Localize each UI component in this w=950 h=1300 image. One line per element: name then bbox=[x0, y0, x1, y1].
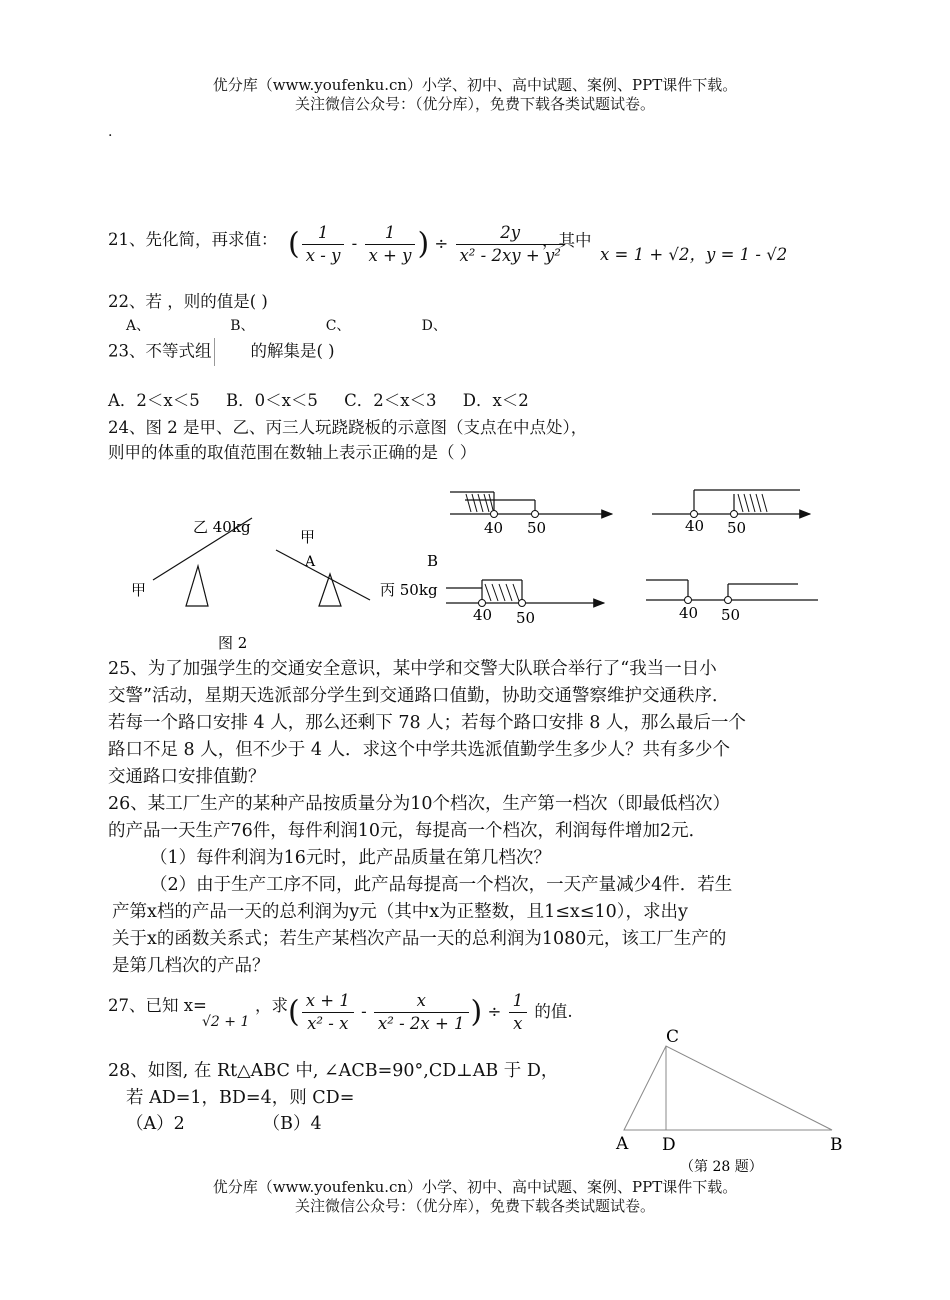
question-26-line-3: （1）每件利润为16元时，此产品质量在第几档次？ bbox=[150, 848, 551, 868]
question-28-options: （A）2 （B）4 bbox=[126, 1114, 322, 1134]
question-21 bbox=[108, 228, 278, 252]
vertex-b: B bbox=[830, 1135, 843, 1155]
question-25-line-5: 交通路口安排值勤？ bbox=[108, 767, 266, 787]
label-bing: 丙 50kg bbox=[380, 581, 438, 599]
question-26-line-1: 26、某工厂生产的某种产品按质量分为10个档次，生产第一档次（即最低档次） bbox=[108, 794, 731, 814]
question-25-line-4: 路口不足 8 人，但不少于 4 人．求这个中学共选派值勤学生多少人？共有多少个 bbox=[108, 740, 731, 760]
question-24-line-2: 则甲的体重的取值范围在数轴上表示正确的是（ ） bbox=[108, 443, 477, 462]
q21-expression bbox=[288, 222, 567, 267]
seesaw-1-fulcrum bbox=[186, 566, 208, 606]
q27-close-paren: ) bbox=[470, 994, 483, 1030]
seesaw-2-board bbox=[276, 550, 370, 600]
footer-line-1: 优分库（www.youfenku.cn）小学、初中、高中试题、案例、PPT课件下载。 bbox=[212, 1178, 738, 1196]
vertex-c: C bbox=[666, 1027, 680, 1047]
q21-fraction-1 bbox=[302, 222, 345, 267]
stray-dot: . bbox=[108, 124, 113, 140]
header-line-1: 优分库（www.youfenku.cn）小学、初中、高中试题、案例、PPT课件下载。 bbox=[212, 76, 738, 94]
number-line-d bbox=[646, 580, 818, 624]
question-28-line-1: 28、如图, 在 Rt△ABC 中, ∠ACB=90°,CD⊥AB 于 D， bbox=[108, 1061, 559, 1081]
question-25-line-3: 若每一个路口安排 4 人，那么还剩下 78 人；若每个路口安排 8 人，那么最后一个 bbox=[108, 713, 746, 733]
q27-f3-den: x bbox=[513, 1014, 523, 1033]
q27-f3-num: 1 bbox=[509, 990, 528, 1013]
q21-open-paren: ( bbox=[288, 226, 300, 262]
question-23 bbox=[108, 338, 335, 366]
number-line-c bbox=[446, 580, 604, 627]
label-jia-top: 甲 bbox=[300, 528, 316, 546]
footer-line-2: 关注微信公众号：（优分库），免费下载各类试题试卷。 bbox=[294, 1197, 655, 1215]
q27-f2-den: x² - 2x + 1 bbox=[377, 1014, 465, 1033]
question-25-line-1: 25、为了加强学生的交通安全意识，某中学和交警大队联合举行了“我当一日小 bbox=[108, 659, 717, 679]
q27-divide: ÷ bbox=[487, 1002, 502, 1021]
label-yi: 乙 40kg bbox=[193, 518, 251, 536]
question-23-options: A．2＜x＜5 B．0＜x＜5 C．2＜x＜3 D．x＜2 bbox=[108, 391, 529, 410]
q21-f3-num: 2y bbox=[456, 222, 565, 245]
tick-d-50: 50 bbox=[721, 606, 741, 624]
q21-close-paren: ) bbox=[417, 226, 430, 262]
q27-f1-num: x + 1 bbox=[302, 990, 354, 1013]
q27-open-paren: ( bbox=[288, 994, 300, 1030]
q23-stem-pre: 23、不等式组 bbox=[108, 341, 212, 361]
q21-label: 21、先化简，再求值： bbox=[108, 230, 278, 249]
triangle-abc bbox=[624, 1046, 832, 1130]
q21-cond-x: x = 1 + √2， bbox=[600, 245, 706, 264]
figure-28-caption: （第 28 题） bbox=[680, 1159, 763, 1175]
q27-label: 27、已知 x= bbox=[108, 996, 207, 1015]
q21-f3-den: x² - 2xy + y² bbox=[459, 246, 561, 265]
header-line-2: 关注微信公众号：（优分库），免费下载各类试题试卷。 bbox=[294, 95, 655, 113]
question-24-line-1: 24、图 2 是甲、乙、丙三人玩跷跷板的示意图（支点在中点处）， bbox=[108, 418, 588, 437]
q21-minus: - bbox=[351, 234, 358, 253]
tick-a-50: 50 bbox=[527, 519, 547, 537]
q27-f2-num: x bbox=[374, 990, 469, 1013]
q27-expression bbox=[288, 990, 573, 1035]
question-26-line-6: 关于x的函数关系式；若生产某档次产品一天的总利润为1080元，该工厂生产的 bbox=[112, 929, 727, 949]
q27-fraction-1 bbox=[302, 990, 354, 1035]
q24-figure bbox=[0, 470, 950, 660]
q27-fraction-2 bbox=[374, 990, 469, 1035]
figure-2-caption: 图 2 bbox=[218, 634, 248, 652]
point-d: D bbox=[662, 1135, 676, 1155]
question-22-options: A、 B、 C、 D、 bbox=[126, 318, 447, 334]
q21-f2-den: x + y bbox=[368, 246, 412, 265]
question-25-line-2: 交警”活动，星期天选派部分学生到交通路口值勤，协助交通警察维护交通秩序． bbox=[108, 686, 730, 706]
q21-fraction-2 bbox=[365, 222, 416, 267]
number-line-b bbox=[652, 490, 810, 537]
tick-d-40: 40 bbox=[679, 604, 699, 622]
tick-b-40: 40 bbox=[685, 517, 705, 535]
q27-ask: ，求 bbox=[255, 996, 288, 1015]
tick-c-40: 40 bbox=[473, 606, 493, 624]
q23-system-brace bbox=[214, 338, 245, 366]
question-26-line-5: 产第x档的产品一天的总利润为y元（其中x为正整数，且1≤x≤10），求出y bbox=[112, 902, 688, 922]
q27-tail: 的值. bbox=[534, 1002, 573, 1021]
question-28-line-2: 若 AD=1，BD=4，则 CD= bbox=[126, 1088, 355, 1108]
q21-where: ，其中 bbox=[542, 231, 592, 250]
q28-triangle-figure bbox=[600, 1020, 860, 1180]
label-option-a: A bbox=[305, 554, 316, 570]
question-26-line-4: （2）由于生产工序不同，此产品每提高一个档次，一天产量减少4件．若生 bbox=[150, 875, 733, 895]
tick-a-40: 40 bbox=[484, 519, 504, 537]
q27-x-value: √2 + 1 bbox=[202, 1014, 250, 1030]
vertex-a: A bbox=[616, 1134, 629, 1154]
q21-f2-num: 1 bbox=[365, 222, 416, 245]
number-line-a bbox=[450, 492, 612, 537]
tick-b-50: 50 bbox=[727, 519, 747, 537]
label-jia-left: 甲 bbox=[131, 581, 147, 599]
q21-f1-num: 1 bbox=[302, 222, 345, 245]
q23-stem-post: 的解集是( ) bbox=[250, 341, 335, 361]
question-26-line-7: 是第几档次的产品？ bbox=[112, 956, 270, 976]
q21-f1-den: x - y bbox=[305, 246, 341, 265]
label-option-b: B bbox=[427, 552, 439, 570]
q27-f1-den: x² - x bbox=[307, 1014, 349, 1033]
q27-minus: - bbox=[361, 1002, 367, 1021]
q21-divide: ÷ bbox=[434, 234, 449, 253]
q21-cond-y: y = 1 - √2 bbox=[706, 245, 788, 264]
q27-fraction-3 bbox=[509, 990, 528, 1035]
tick-c-50: 50 bbox=[516, 609, 536, 627]
question-26-line-2: 的产品一天生产76件，每件利润10元，每提高一个档次，利润每件增加2元． bbox=[108, 821, 707, 841]
question-22-stem: 22、若 ，则的值是( ) bbox=[108, 292, 268, 311]
